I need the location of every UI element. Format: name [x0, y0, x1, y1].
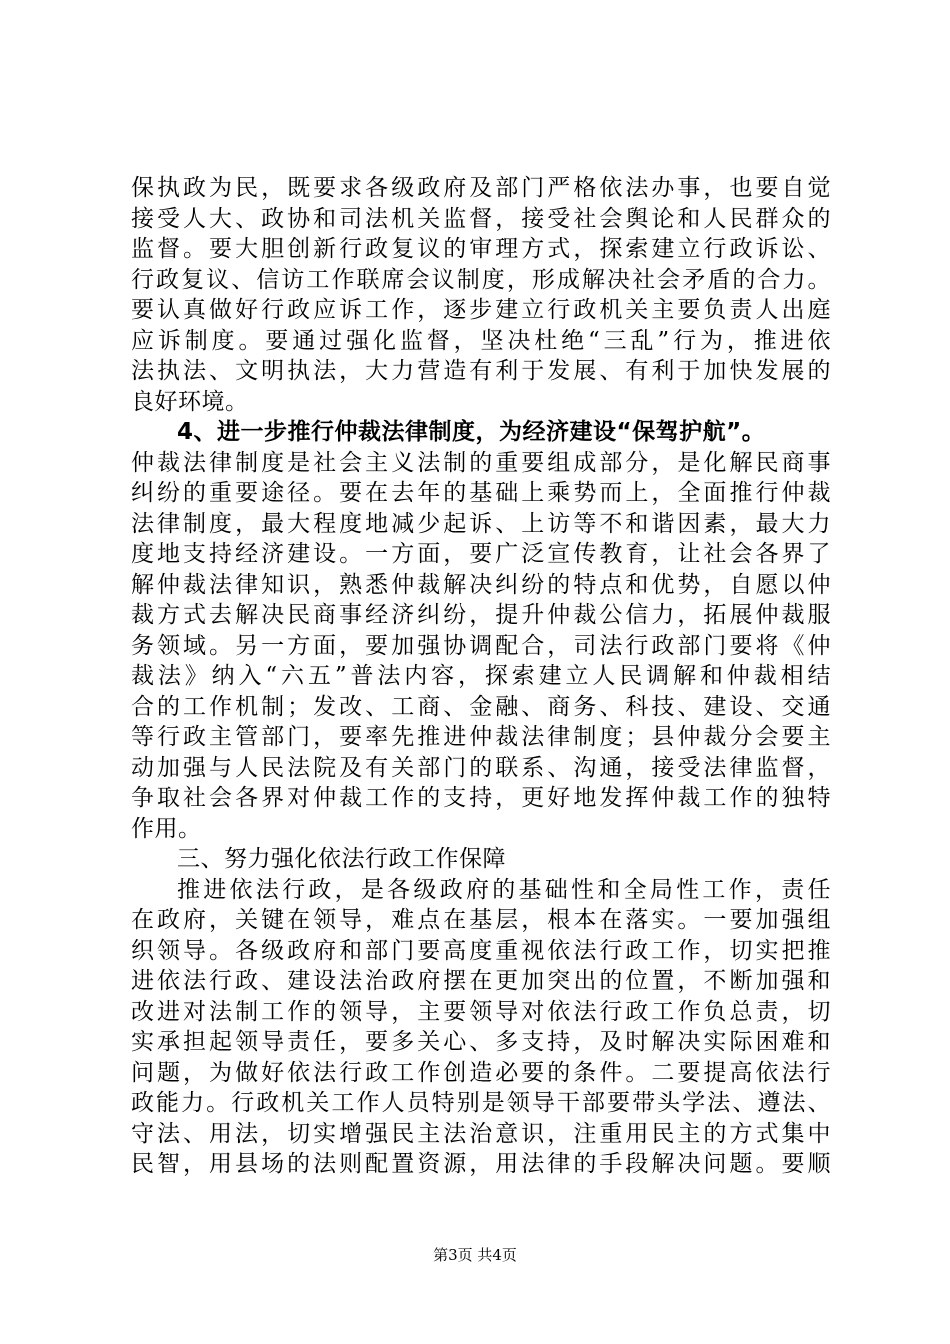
- text-line: 进依法行政、建设法治政府摆在更加突出的位置，不断加强和: [131, 968, 831, 994]
- document-body: [131, 173, 831, 1180]
- section-4-heading: 4、进一步推行仲裁法律制度，为经济建设“保驾护航”。: [177, 419, 766, 445]
- text-line: 法执法、文明执法，大力营造有利于发展、有利于加快发展的: [131, 358, 831, 384]
- section-4: [131, 417, 831, 844]
- section-3: [131, 844, 831, 1180]
- text-line: 裁法》纳入“六五”普法内容，探索建立人民调解和仲裁相结: [131, 663, 831, 689]
- text-line: 保执政为民，既要求各级政府及部门严格依法办事，也要自觉: [131, 175, 831, 201]
- text-line: 作用。: [131, 815, 202, 842]
- text-line: 合的工作机制；发改、工商、金融、商务、科技、建设、交通: [131, 693, 831, 720]
- text-line: 度地支持经济建设。一方面，要广泛宣传教育，让社会各界了: [131, 541, 831, 567]
- text-line: 政能力。行政机关工作人员特别是领导干部要带头学法、遵法、: [131, 1090, 831, 1116]
- text-line: 良好环境。: [131, 388, 249, 415]
- text-line: 织领导。各级政府和部门要高度重视依法行政工作，切实把推: [131, 937, 831, 964]
- text-line: 监督。要大胆创新行政复议的审理方式，探索建立行政诉讼、: [131, 236, 831, 262]
- text-line: 推进依法行政，是各级政府的基础性和全局性工作，责任: [177, 876, 831, 903]
- text-line: 在政府，关键在领导，难点在基层，根本在落实。一要加强组: [131, 907, 831, 933]
- text-line: 改进对法制工作的领导，主要领导对依法行政工作负总责，切: [131, 998, 831, 1025]
- text-line: 行政复议、信访工作联席会议制度，形成解决社会矛盾的合力。: [131, 266, 831, 293]
- text-line: 问题，为做好依法行政工作创造必要的条件。二要提高依法行: [131, 1059, 831, 1086]
- text-line: 法律制度，最大程度地减少起诉、上访等不和谐因素，最大力: [131, 510, 831, 537]
- text-line: 裁方式去解决民商事经济纠纷，提升仲裁公信力，拓展仲裁服: [131, 602, 831, 628]
- text-line: 等行政主管部门，要率先推进仲裁法律制度；县仲裁分会要主: [131, 724, 831, 750]
- text-line: 务领域。另一方面，要加强协调配合，司法行政部门要将《仲: [131, 632, 831, 659]
- text-line: 纠纷的重要途径。要在去年的基础上乘势而上，全面推行仲裁: [131, 480, 831, 506]
- text-line: 争取社会各界对仲裁工作的支持，更好地发挥仲裁工作的独特: [131, 785, 831, 811]
- text-line: 实承担起领导责任，要多关心、多支持，及时解决实际困难和: [131, 1029, 831, 1055]
- text-line: 应诉制度。要通过强化监督，坚决杜绝“三乱”行为，推进依: [131, 327, 831, 354]
- text-line: 解仲裁法律知识，熟悉仲裁解决纠纷的特点和优势，自愿以仲: [131, 571, 831, 598]
- text-line: 民智，用县场的法则配置资源，用法律的手段解决问题。要顺: [131, 1151, 831, 1177]
- text-line: 接受人大、政协和司法机关监督，接受社会舆论和人民群众的: [131, 205, 831, 232]
- text-line: 仲裁法律制度是社会主义法制的重要组成部分，是化解民商事: [131, 449, 831, 476]
- text-line: 守法、用法，切实增强民主法治意识，注重用民主的方式集中: [131, 1120, 831, 1147]
- paragraph-1: [131, 173, 831, 417]
- text-line: 要认真做好行政应诉工作，逐步建立行政机关主要负责人出庭: [131, 297, 831, 323]
- text-line: 动加强与人民法院及有关部门的联系、沟通，接受法律监督，: [131, 754, 831, 781]
- section-3-heading: 三、努力强化依法行政工作保障: [177, 846, 506, 872]
- page-number-footer: 第3页 共4页: [433, 1246, 517, 1264]
